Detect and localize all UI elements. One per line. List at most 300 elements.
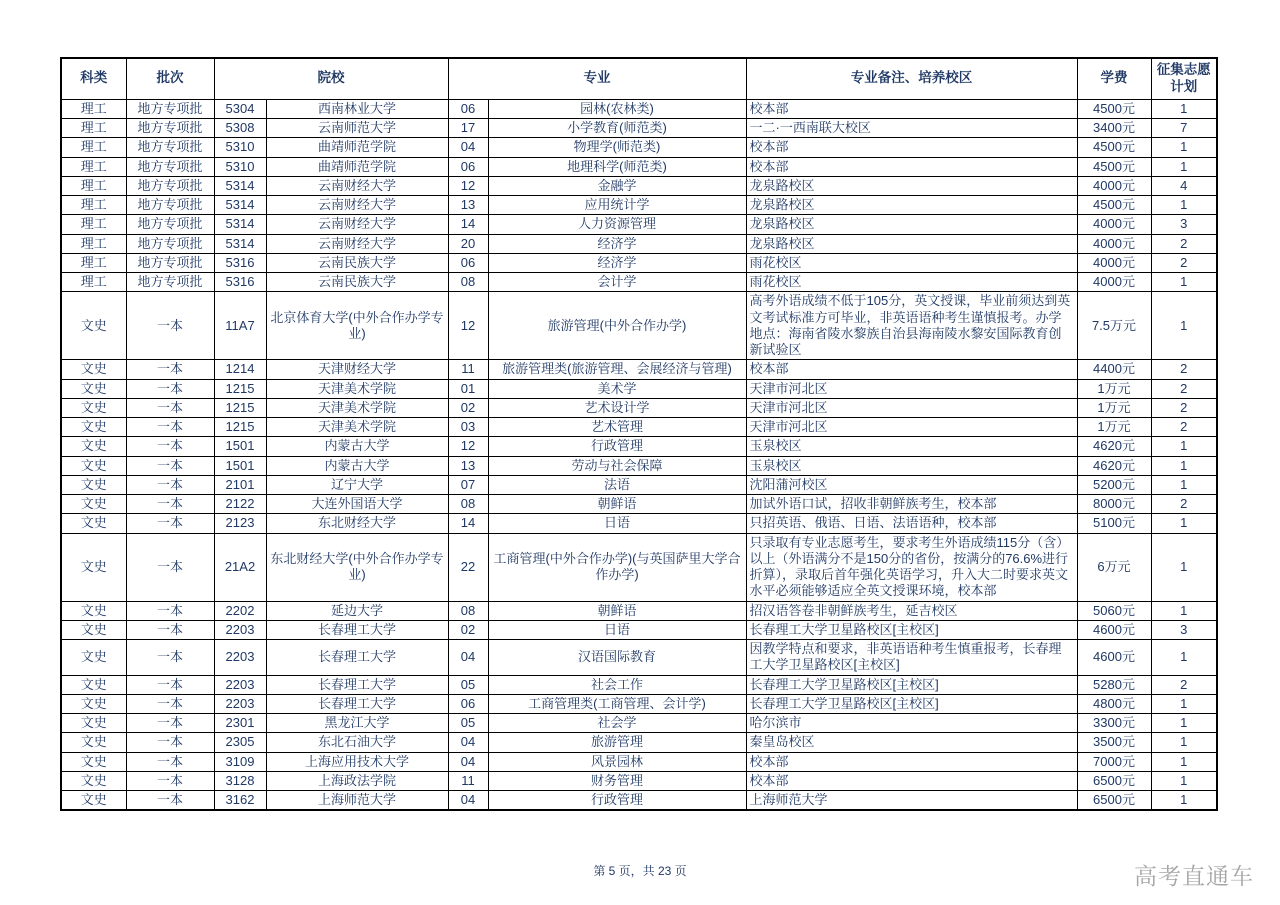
cell-remarks: 雨花校区 bbox=[746, 273, 1077, 292]
cell-major-code: 20 bbox=[448, 234, 488, 253]
cell-plan: 2 bbox=[1151, 675, 1217, 694]
cell-major-code: 11 bbox=[448, 360, 488, 379]
table-row bbox=[61, 360, 1217, 379]
cell-batch: 一本 bbox=[126, 620, 214, 639]
cell-category: 文史 bbox=[61, 601, 126, 620]
cell-remarks: 校本部 bbox=[746, 157, 1077, 176]
header-college: 院校 bbox=[214, 58, 448, 99]
cell-remarks: 玉泉校区 bbox=[746, 456, 1077, 475]
cell-remarks: 长春理工大学卫星路校区[主校区] bbox=[746, 675, 1077, 694]
cell-remarks: 天津市河北区 bbox=[746, 418, 1077, 437]
cell-college: 上海应用技术大学 bbox=[266, 752, 448, 771]
cell-college: 长春理工大学 bbox=[266, 620, 448, 639]
cell-category: 理工 bbox=[61, 176, 126, 195]
cell-major-code: 17 bbox=[448, 119, 488, 138]
table-row bbox=[61, 456, 1217, 475]
cell-category: 文史 bbox=[61, 791, 126, 811]
cell-college: 曲靖师范学院 bbox=[266, 157, 448, 176]
cell-college: 天津美术学院 bbox=[266, 379, 448, 398]
cell-major: 艺术设计学 bbox=[488, 398, 746, 417]
cell-plan: 1 bbox=[1151, 437, 1217, 456]
cell-remarks: 龙泉路校区 bbox=[746, 215, 1077, 234]
cell-college-code: 2123 bbox=[214, 514, 266, 533]
cell-plan: 1 bbox=[1151, 475, 1217, 494]
cell-major: 小学教育(师范类) bbox=[488, 119, 746, 138]
cell-remarks: 龙泉路校区 bbox=[746, 234, 1077, 253]
cell-plan: 1 bbox=[1151, 771, 1217, 790]
cell-college: 上海师范大学 bbox=[266, 791, 448, 811]
watermark-text: 高考直通车 bbox=[1134, 863, 1254, 889]
cell-major: 日语 bbox=[488, 620, 746, 639]
cell-tuition: 4600元 bbox=[1077, 620, 1151, 639]
cell-remarks: 上海师范大学 bbox=[746, 791, 1077, 811]
page-number: 第 5 页，共 23 页 bbox=[593, 864, 687, 878]
cell-major: 社会学 bbox=[488, 714, 746, 733]
cell-tuition: 5060元 bbox=[1077, 601, 1151, 620]
cell-batch: 地方专项批 bbox=[126, 234, 214, 253]
table-row bbox=[61, 791, 1217, 811]
cell-batch: 一本 bbox=[126, 601, 214, 620]
cell-major-code: 12 bbox=[448, 176, 488, 195]
cell-category: 文史 bbox=[61, 752, 126, 771]
cell-major-code: 14 bbox=[448, 215, 488, 234]
table-body bbox=[61, 99, 1217, 810]
cell-category: 文史 bbox=[61, 771, 126, 790]
table-row bbox=[61, 418, 1217, 437]
table-row bbox=[61, 694, 1217, 713]
cell-plan: 1 bbox=[1151, 292, 1217, 360]
cell-major: 金融学 bbox=[488, 176, 746, 195]
cell-remarks: 校本部 bbox=[746, 752, 1077, 771]
cell-major-code: 02 bbox=[448, 620, 488, 639]
cell-remarks: 雨花校区 bbox=[746, 253, 1077, 272]
cell-college-code: 3109 bbox=[214, 752, 266, 771]
table-row bbox=[61, 752, 1217, 771]
cell-remarks: 因教学特点和要求，非英语语种考生慎重报考，长春理工大学卫星路校区[主校区] bbox=[746, 640, 1077, 676]
cell-major-code: 08 bbox=[448, 495, 488, 514]
cell-plan: 1 bbox=[1151, 533, 1217, 601]
cell-major: 人力资源管理 bbox=[488, 215, 746, 234]
cell-college-code: 2301 bbox=[214, 714, 266, 733]
cell-tuition: 4000元 bbox=[1077, 273, 1151, 292]
cell-tuition: 7000元 bbox=[1077, 752, 1151, 771]
cell-major: 旅游管理类(旅游管理、会展经济与管理) bbox=[488, 360, 746, 379]
cell-batch: 地方专项批 bbox=[126, 138, 214, 157]
cell-major: 日语 bbox=[488, 514, 746, 533]
cell-major: 财务管理 bbox=[488, 771, 746, 790]
cell-major-code: 13 bbox=[448, 196, 488, 215]
cell-tuition: 1万元 bbox=[1077, 379, 1151, 398]
cell-college-code: 3128 bbox=[214, 771, 266, 790]
cell-major: 经济学 bbox=[488, 234, 746, 253]
cell-major: 劳动与社会保障 bbox=[488, 456, 746, 475]
cell-college-code: 2202 bbox=[214, 601, 266, 620]
cell-college: 云南财经大学 bbox=[266, 176, 448, 195]
table-row bbox=[61, 138, 1217, 157]
cell-college-code: 2305 bbox=[214, 733, 266, 752]
cell-college-code: 3162 bbox=[214, 791, 266, 811]
cell-plan: 2 bbox=[1151, 253, 1217, 272]
cell-tuition: 1万元 bbox=[1077, 398, 1151, 417]
cell-college: 黑龙江大学 bbox=[266, 714, 448, 733]
cell-major-code: 04 bbox=[448, 752, 488, 771]
cell-remarks: 天津市河北区 bbox=[746, 398, 1077, 417]
cell-remarks: 校本部 bbox=[746, 99, 1077, 118]
table-row bbox=[61, 620, 1217, 639]
header-remarks: 专业备注、培养校区 bbox=[746, 58, 1077, 99]
cell-college: 东北石油大学 bbox=[266, 733, 448, 752]
cell-batch: 一本 bbox=[126, 791, 214, 811]
cell-college-code: 2101 bbox=[214, 475, 266, 494]
cell-plan: 2 bbox=[1151, 398, 1217, 417]
cell-college: 东北财经大学 bbox=[266, 514, 448, 533]
table-row bbox=[61, 733, 1217, 752]
cell-plan: 7 bbox=[1151, 119, 1217, 138]
cell-tuition: 4620元 bbox=[1077, 456, 1151, 475]
cell-major: 物理学(师范类) bbox=[488, 138, 746, 157]
cell-tuition: 1万元 bbox=[1077, 418, 1151, 437]
cell-plan: 1 bbox=[1151, 601, 1217, 620]
cell-plan: 1 bbox=[1151, 640, 1217, 676]
cell-tuition: 6万元 bbox=[1077, 533, 1151, 601]
cell-major: 工商管理类(工商管理、会计学) bbox=[488, 694, 746, 713]
cell-college: 天津美术学院 bbox=[266, 418, 448, 437]
cell-college-code: 11A7 bbox=[214, 292, 266, 360]
cell-tuition: 4500元 bbox=[1077, 99, 1151, 118]
cell-batch: 一本 bbox=[126, 733, 214, 752]
cell-college-code: 2203 bbox=[214, 620, 266, 639]
cell-college: 云南财经大学 bbox=[266, 215, 448, 234]
table-row bbox=[61, 176, 1217, 195]
cell-batch: 一本 bbox=[126, 714, 214, 733]
cell-tuition: 4620元 bbox=[1077, 437, 1151, 456]
cell-plan: 1 bbox=[1151, 714, 1217, 733]
cell-remarks: 高考外语成绩不低于105分，英文授课，毕业前须达到英文考试标准方可毕业，非英语语种考生谨慎报考。办学地点：海南省陵水黎族自治县海南陵水黎安国际教育创新试验区 bbox=[746, 292, 1077, 360]
cell-batch: 地方专项批 bbox=[126, 273, 214, 292]
cell-major-code: 12 bbox=[448, 437, 488, 456]
cell-remarks: 一二·一西南联大校区 bbox=[746, 119, 1077, 138]
cell-plan: 1 bbox=[1151, 273, 1217, 292]
cell-batch: 一本 bbox=[126, 437, 214, 456]
cell-batch: 地方专项批 bbox=[126, 99, 214, 118]
cell-major-code: 08 bbox=[448, 273, 488, 292]
cell-college: 云南财经大学 bbox=[266, 234, 448, 253]
table-row bbox=[61, 675, 1217, 694]
cell-major: 旅游管理 bbox=[488, 733, 746, 752]
cell-category: 理工 bbox=[61, 119, 126, 138]
cell-college: 辽宁大学 bbox=[266, 475, 448, 494]
cell-college-code: 5316 bbox=[214, 253, 266, 272]
cell-college: 天津财经大学 bbox=[266, 360, 448, 379]
cell-college-code: 2203 bbox=[214, 694, 266, 713]
cell-major-code: 05 bbox=[448, 675, 488, 694]
cell-college: 上海政法学院 bbox=[266, 771, 448, 790]
cell-college-code: 1501 bbox=[214, 456, 266, 475]
table-header-row bbox=[61, 58, 1217, 99]
cell-tuition: 3400元 bbox=[1077, 119, 1151, 138]
cell-tuition: 4400元 bbox=[1077, 360, 1151, 379]
table-row bbox=[61, 379, 1217, 398]
cell-major: 美术学 bbox=[488, 379, 746, 398]
cell-major-code: 22 bbox=[448, 533, 488, 601]
cell-major-code: 04 bbox=[448, 640, 488, 676]
cell-major: 法语 bbox=[488, 475, 746, 494]
cell-college-code: 5314 bbox=[214, 196, 266, 215]
cell-college: 云南民族大学 bbox=[266, 273, 448, 292]
cell-college-code: 5316 bbox=[214, 273, 266, 292]
cell-batch: 地方专项批 bbox=[126, 253, 214, 272]
cell-batch: 一本 bbox=[126, 675, 214, 694]
cell-category: 文史 bbox=[61, 292, 126, 360]
cell-category: 文史 bbox=[61, 418, 126, 437]
cell-remarks: 沈阳蒲河校区 bbox=[746, 475, 1077, 494]
cell-college-code: 1214 bbox=[214, 360, 266, 379]
cell-major-code: 14 bbox=[448, 514, 488, 533]
cell-major: 朝鲜语 bbox=[488, 495, 746, 514]
cell-category: 理工 bbox=[61, 273, 126, 292]
cell-major-code: 06 bbox=[448, 157, 488, 176]
header-plan: 征集志愿计划 bbox=[1151, 58, 1217, 99]
cell-college: 云南师范大学 bbox=[266, 119, 448, 138]
table-row bbox=[61, 253, 1217, 272]
cell-college: 北京体育大学(中外合作办学专业) bbox=[266, 292, 448, 360]
cell-college-code: 5314 bbox=[214, 234, 266, 253]
cell-college: 长春理工大学 bbox=[266, 694, 448, 713]
cell-college-code: 5314 bbox=[214, 176, 266, 195]
cell-batch: 一本 bbox=[126, 694, 214, 713]
table-row bbox=[61, 398, 1217, 417]
cell-remarks: 龙泉路校区 bbox=[746, 176, 1077, 195]
cell-plan: 2 bbox=[1151, 360, 1217, 379]
cell-batch: 地方专项批 bbox=[126, 176, 214, 195]
cell-major-code: 08 bbox=[448, 601, 488, 620]
cell-batch: 一本 bbox=[126, 418, 214, 437]
table-row bbox=[61, 234, 1217, 253]
cell-remarks: 长春理工大学卫星路校区[主校区] bbox=[746, 694, 1077, 713]
table-row bbox=[61, 437, 1217, 456]
cell-batch: 一本 bbox=[126, 640, 214, 676]
cell-plan: 1 bbox=[1151, 752, 1217, 771]
cell-major-code: 04 bbox=[448, 733, 488, 752]
table-row bbox=[61, 273, 1217, 292]
table-row bbox=[61, 514, 1217, 533]
cell-tuition: 6500元 bbox=[1077, 771, 1151, 790]
cell-major: 朝鲜语 bbox=[488, 601, 746, 620]
cell-college: 长春理工大学 bbox=[266, 675, 448, 694]
cell-college-code: 5314 bbox=[214, 215, 266, 234]
cell-tuition: 4800元 bbox=[1077, 694, 1151, 713]
cell-category: 文史 bbox=[61, 694, 126, 713]
cell-category: 文史 bbox=[61, 714, 126, 733]
cell-tuition: 4000元 bbox=[1077, 234, 1151, 253]
cell-tuition: 4500元 bbox=[1077, 157, 1151, 176]
cell-major-code: 01 bbox=[448, 379, 488, 398]
cell-plan: 2 bbox=[1151, 418, 1217, 437]
cell-major: 行政管理 bbox=[488, 791, 746, 811]
cell-major-code: 02 bbox=[448, 398, 488, 417]
cell-batch: 一本 bbox=[126, 533, 214, 601]
cell-major-code: 06 bbox=[448, 694, 488, 713]
cell-batch: 地方专项批 bbox=[126, 215, 214, 234]
cell-college-code: 2203 bbox=[214, 675, 266, 694]
cell-college: 天津美术学院 bbox=[266, 398, 448, 417]
table-row bbox=[61, 601, 1217, 620]
cell-major-code: 04 bbox=[448, 791, 488, 811]
cell-major-code: 07 bbox=[448, 475, 488, 494]
cell-batch: 一本 bbox=[126, 456, 214, 475]
cell-major: 会计学 bbox=[488, 273, 746, 292]
table-row bbox=[61, 157, 1217, 176]
cell-plan: 1 bbox=[1151, 157, 1217, 176]
cell-tuition: 3500元 bbox=[1077, 733, 1151, 752]
table-row bbox=[61, 119, 1217, 138]
cell-tuition: 4500元 bbox=[1077, 138, 1151, 157]
cell-plan: 1 bbox=[1151, 138, 1217, 157]
cell-tuition: 5100元 bbox=[1077, 514, 1151, 533]
cell-category: 文史 bbox=[61, 620, 126, 639]
cell-plan: 3 bbox=[1151, 620, 1217, 639]
cell-remarks: 长春理工大学卫星路校区[主校区] bbox=[746, 620, 1077, 639]
cell-major: 经济学 bbox=[488, 253, 746, 272]
cell-batch: 一本 bbox=[126, 514, 214, 533]
cell-tuition: 4000元 bbox=[1077, 253, 1151, 272]
cell-plan: 1 bbox=[1151, 791, 1217, 811]
cell-major-code: 06 bbox=[448, 253, 488, 272]
cell-remarks: 加试外语口试，招收非朝鲜族考生，校本部 bbox=[746, 495, 1077, 514]
cell-category: 理工 bbox=[61, 234, 126, 253]
cell-college: 云南财经大学 bbox=[266, 196, 448, 215]
cell-batch: 一本 bbox=[126, 398, 214, 417]
table-row bbox=[61, 292, 1217, 360]
cell-category: 文史 bbox=[61, 533, 126, 601]
cell-tuition: 4000元 bbox=[1077, 176, 1151, 195]
cell-batch: 一本 bbox=[126, 475, 214, 494]
cell-plan: 2 bbox=[1151, 234, 1217, 253]
cell-batch: 地方专项批 bbox=[126, 157, 214, 176]
cell-category: 文史 bbox=[61, 360, 126, 379]
cell-college-code: 5304 bbox=[214, 99, 266, 118]
cell-plan: 3 bbox=[1151, 215, 1217, 234]
cell-category: 文史 bbox=[61, 514, 126, 533]
table-row bbox=[61, 475, 1217, 494]
admission-plan-table bbox=[60, 57, 1218, 811]
cell-remarks: 只录取有专业志愿考生，要求考生外语成绩115分（含）以上（外语满分不是150分的省份，按满分的76.6%进行折算），录取后首年强化英语学习，升入大二时要求英文水平必须能够适应全英文授课环境，校本部 bbox=[746, 533, 1077, 601]
cell-tuition: 5280元 bbox=[1077, 675, 1151, 694]
cell-college-code: 1215 bbox=[214, 398, 266, 417]
cell-college: 长春理工大学 bbox=[266, 640, 448, 676]
cell-plan: 4 bbox=[1151, 176, 1217, 195]
cell-batch: 一本 bbox=[126, 379, 214, 398]
cell-plan: 2 bbox=[1151, 379, 1217, 398]
cell-category: 理工 bbox=[61, 196, 126, 215]
cell-college-code: 21A2 bbox=[214, 533, 266, 601]
cell-college-code: 5310 bbox=[214, 157, 266, 176]
cell-major-code: 12 bbox=[448, 292, 488, 360]
cell-plan: 1 bbox=[1151, 99, 1217, 118]
cell-college: 内蒙古大学 bbox=[266, 456, 448, 475]
header-batch: 批次 bbox=[126, 58, 214, 99]
cell-college-code: 1215 bbox=[214, 418, 266, 437]
table-row bbox=[61, 640, 1217, 676]
cell-batch: 一本 bbox=[126, 752, 214, 771]
cell-category: 文史 bbox=[61, 640, 126, 676]
table-row bbox=[61, 771, 1217, 790]
cell-category: 文史 bbox=[61, 475, 126, 494]
cell-category: 理工 bbox=[61, 138, 126, 157]
cell-remarks: 只招英语、俄语、日语、法语语种，校本部 bbox=[746, 514, 1077, 533]
cell-major: 风景园林 bbox=[488, 752, 746, 771]
cell-tuition: 4500元 bbox=[1077, 196, 1151, 215]
cell-major-code: 05 bbox=[448, 714, 488, 733]
cell-category: 理工 bbox=[61, 157, 126, 176]
cell-tuition: 8000元 bbox=[1077, 495, 1151, 514]
cell-category: 文史 bbox=[61, 675, 126, 694]
cell-college: 内蒙古大学 bbox=[266, 437, 448, 456]
cell-batch: 地方专项批 bbox=[126, 196, 214, 215]
cell-tuition: 5200元 bbox=[1077, 475, 1151, 494]
cell-college: 西南林业大学 bbox=[266, 99, 448, 118]
cell-plan: 2 bbox=[1151, 495, 1217, 514]
cell-plan: 1 bbox=[1151, 196, 1217, 215]
header-major: 专业 bbox=[448, 58, 746, 99]
table-row bbox=[61, 215, 1217, 234]
table-row bbox=[61, 495, 1217, 514]
cell-category: 理工 bbox=[61, 253, 126, 272]
cell-college: 东北财经大学(中外合作办学专业) bbox=[266, 533, 448, 601]
cell-remarks: 校本部 bbox=[746, 360, 1077, 379]
cell-major-code: 11 bbox=[448, 771, 488, 790]
cell-plan: 1 bbox=[1151, 456, 1217, 475]
cell-category: 理工 bbox=[61, 99, 126, 118]
cell-category: 文史 bbox=[61, 398, 126, 417]
cell-remarks: 天津市河北区 bbox=[746, 379, 1077, 398]
cell-major-code: 13 bbox=[448, 456, 488, 475]
cell-major: 汉语国际教育 bbox=[488, 640, 746, 676]
cell-college-code: 2203 bbox=[214, 640, 266, 676]
cell-tuition: 7.5万元 bbox=[1077, 292, 1151, 360]
cell-major-code: 03 bbox=[448, 418, 488, 437]
cell-batch: 一本 bbox=[126, 495, 214, 514]
cell-batch: 地方专项批 bbox=[126, 119, 214, 138]
header-tuition: 学费 bbox=[1077, 58, 1151, 99]
cell-category: 文史 bbox=[61, 437, 126, 456]
cell-tuition: 4000元 bbox=[1077, 215, 1151, 234]
table-row bbox=[61, 533, 1217, 601]
cell-plan: 1 bbox=[1151, 514, 1217, 533]
header-category: 科类 bbox=[61, 58, 126, 99]
table-row bbox=[61, 99, 1217, 118]
cell-major: 艺术管理 bbox=[488, 418, 746, 437]
cell-category: 理工 bbox=[61, 215, 126, 234]
cell-remarks: 招汉语答卷非朝鲜族考生，延吉校区 bbox=[746, 601, 1077, 620]
cell-major: 应用统计学 bbox=[488, 196, 746, 215]
cell-college: 曲靖师范学院 bbox=[266, 138, 448, 157]
cell-remarks: 校本部 bbox=[746, 138, 1077, 157]
cell-plan: 1 bbox=[1151, 694, 1217, 713]
cell-remarks: 校本部 bbox=[746, 771, 1077, 790]
cell-remarks: 哈尔滨市 bbox=[746, 714, 1077, 733]
cell-tuition: 4600元 bbox=[1077, 640, 1151, 676]
cell-college-code: 1501 bbox=[214, 437, 266, 456]
cell-major: 地理科学(师范类) bbox=[488, 157, 746, 176]
cell-major: 旅游管理(中外合作办学) bbox=[488, 292, 746, 360]
cell-major-code: 04 bbox=[448, 138, 488, 157]
table-row bbox=[61, 714, 1217, 733]
cell-batch: 一本 bbox=[126, 360, 214, 379]
cell-remarks: 秦皇岛校区 bbox=[746, 733, 1077, 752]
cell-remarks: 龙泉路校区 bbox=[746, 196, 1077, 215]
cell-major-code: 06 bbox=[448, 99, 488, 118]
